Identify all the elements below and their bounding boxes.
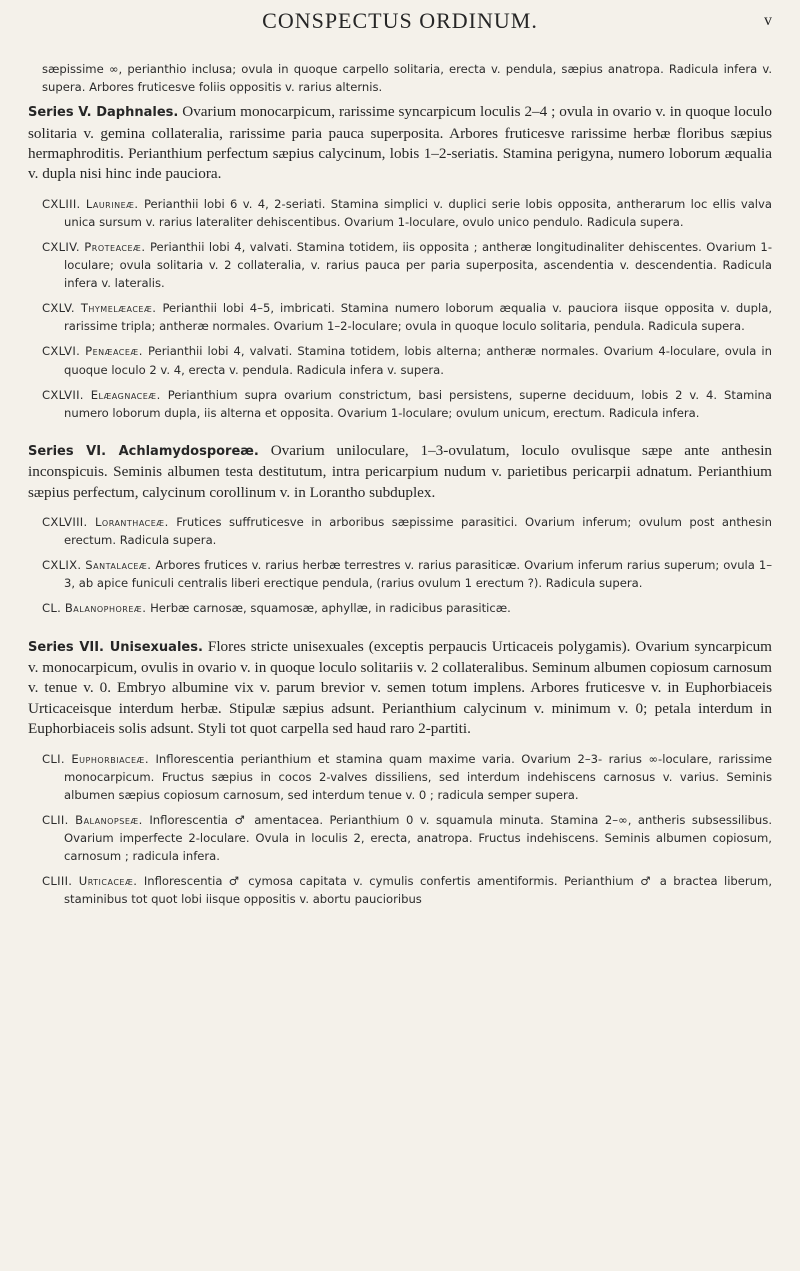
series-vi-text: Ovarium uniloculare, 1–3-ovulatum, loculo ovulisque sæpe ante anthesin inconspicuis. Seminis albumen testa destitutum, intra pericarpium nudum v. parietibus pericarpii adnatum. Perianthium sæpius perfectum, calycinum corollinum v. in Loranthо subduplex. xyxy=(28,441,773,501)
running-head: CONSPECTUS ORDINUM. xyxy=(262,8,538,33)
page-number: v xyxy=(764,12,772,29)
body-text xyxy=(28,60,772,915)
intro-paragraph: sæpissime ∞, perianthio inclusa; ovula in quoque carpello solitaria, erecta v. pendula, sæpius anatropa. Radicula infera v. supera. Arbores fruticesve foliis oppositis v. rarius alternis. xyxy=(42,62,772,95)
series-vii-description xyxy=(28,637,772,740)
series-v-label: Series V. Daphnales. xyxy=(28,105,179,121)
order-entry: CXLVII. Elæagnaceæ. Perianthium supra ovarium constrictum, basi persistens, superne deciduum, lobis 2 v. 4. Stamina numero loborum dupla, iis alterna et opposita. Ovarium 1-loculare; ovulum unicum, erectum. Radicula infera. xyxy=(42,387,773,420)
series-vi-label: Series VI. Achlamydosporeæ. xyxy=(28,443,259,459)
order-entry: CXLIX. Santalaceæ. Arbores frutices v. rarius herbæ terrestres v. rarius parasiticæ. Ovarium inferum rarius superum; ovula 1–3, ab apice funiculi centralis liberi erectique pendula, (rarius ovulum 1 erectum ?). Radicula supera. xyxy=(42,558,772,591)
order-entry: CL. Balanophoreæ. Herbæ carnosæ, squamosæ, aphyllæ, in radicibus parasiticæ. xyxy=(42,601,511,616)
order-entry: CLIII. Urticaceæ. Inflorescentia ♂ cymosa capitata v. cymulis confertis amentiformis. Perianthium ♂ a bractea liberum, staminibus tot quot lobi iisque oppositis v. abortu paucioribus xyxy=(42,874,773,907)
order-entry: CLII. Balanopseæ. Inflorescentia ♂ amentacea. Perianthium 0 v. squamula minuta. Stamina 2–∞, antheris subsessilibus. Ovarium imperfecte 2-loculare. Ovula in loculis 2, erecta, anatropa. Fructus indehiscens. Seminis albumen copiosum, carnosum ; radicula infera. xyxy=(42,812,773,864)
order-entry: CXLVIII. Loranthaceæ. Frutices suffruticesve in arboribus sæpissime parasitici. Ovarium inferum; ovulum post anthesin erectum. Radicula supera. xyxy=(42,515,773,548)
order-entry: CXLIII. Laurineæ. Perianthii lobi 6 v. 4, 2-seriati. Stamina simplici v. duplici serie lobis opposita, antherarum loc ellis valva unica sursum v. rarius lateraliter dehiscentibus. Ovarium 1-loculare, ovulo unico pendulo. Radicula supera. xyxy=(42,196,772,229)
series-vii-text: Flores stricte unisexuales (exceptis perpaucis Urticaceis polygamis). Ovarium syncarpicum v. monocarpicum, ovulis in ovario v. in quoque loculo solitariis v. 2 collateralibus. Seminum albumen copiosum carnosum v. tenue v. 0. Embryo albumine vix v. parum brevior v. semen totum implens. Arbores fruticesve v. in Euphorbiaceis Urticaceisque interdum herbæ. Stipulæ sæpius adsunt. Perianthium calycinum v. minimum v. 0; petala interdum in Euphorbiaceis solis adsunt. Styli tot quot carpella sed haud raro 2-partiti. xyxy=(28,637,772,738)
series-v-text: Ovarium monocarpicum, rarissime syncarpicum loculis 2–4 ; ovula in ovario v. in quoque loculo solitaria v. gemina collateralia, rarissime paria pauca superposita. Arbores fruticesve rarissime herbæ floribus sæpius hermaphroditis. Perianthium perfectum sæpius calycinum, lobis 1–2-seriatis. Stamina perigyna, numero loborum æqualia v. dupla nisi hinc inde pauciora. xyxy=(28,103,773,183)
order-entry: CLI. Euphorbiaceæ. Inflorescentia perianthium et stamina quam maxime varia. Ovarium 2–3- rarius ∞-loculare, rarissime monocarpicum. Fructus sæpius in cocos 2-valves dissiliens, sed interdum indehiscens carnosus v. varius. Seminis albumen sæpius copiosum carnosum, sed interdum tenue v. 0 ; radicula semper supera. xyxy=(42,751,772,802)
series-v-description xyxy=(28,102,772,185)
order-entry: CXLV. Thymelæaceæ. Perianthii lobi 4–5, imbricati. Stamina numero loborum æqualia v. pauciora iisque opposita v. dupla, rarissime tripla; antheræ normales. Ovarium 1–2-loculare; ovula in quoque loculo solitaria, pendula. Radicula supera. xyxy=(42,301,773,334)
series-vii-label: Series VII. Unisexuales. xyxy=(28,639,203,655)
order-entry: CXLIV. Proteaceæ. Perianthii lobi 4, valvati. Stamina totidem, iis opposita ; antheræ longitudinaliter dehiscentes. Ovarium 1-loculare; ovula solitaria v. 2 collateralia, v. rarius pauca per paria superposita, ascendentia v. descendentia. Radicula infera v. lateralis. xyxy=(42,240,772,291)
series-vi-description xyxy=(28,441,772,503)
order-entry: CXLVI. Penæaceæ. Perianthii lobi 4, valvati. Stamina totidem, lobis alterna; antheræ normales. Ovarium 4-loculare, ovula in quoque loculo 2 v. 4, erecta v. pendula. Radicula infera v. supera. xyxy=(42,344,772,377)
